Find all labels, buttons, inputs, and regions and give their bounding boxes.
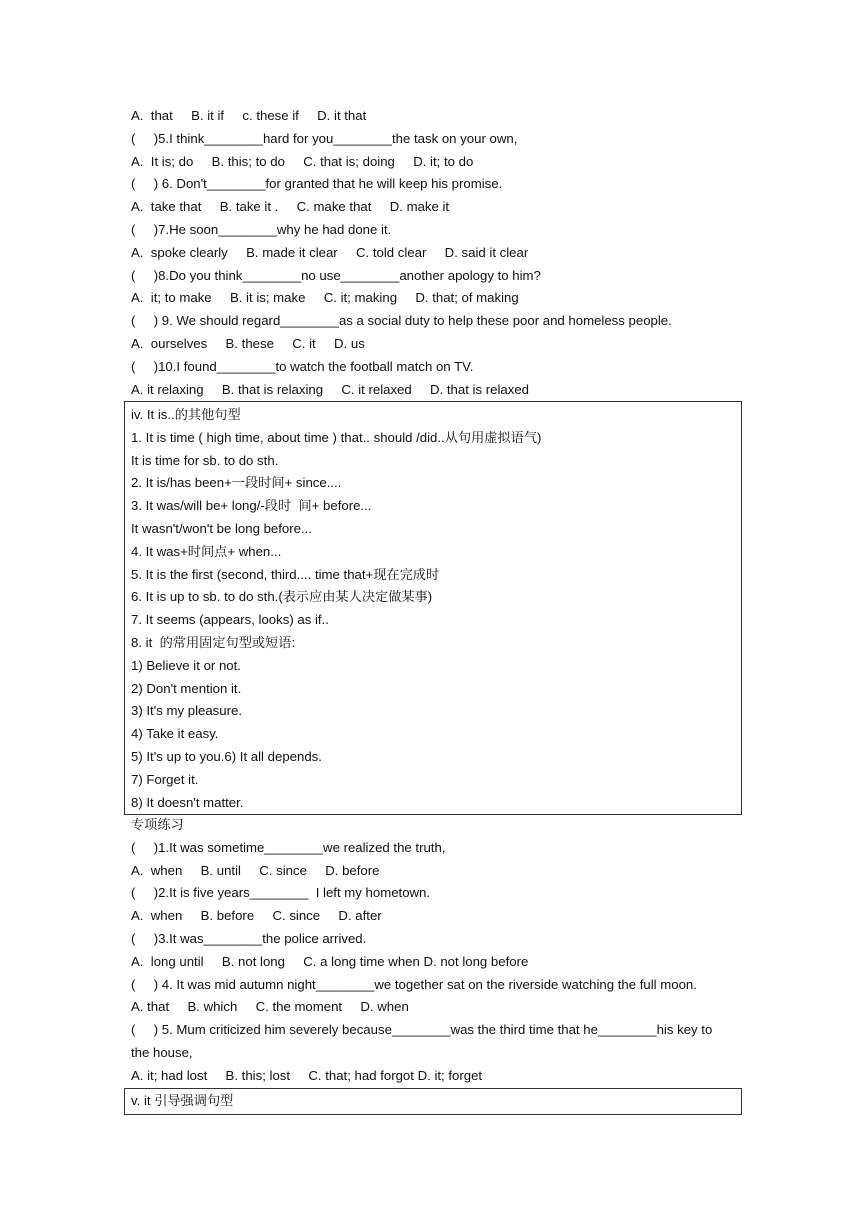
pattern-line: 8) It doesn't matter. (131, 794, 244, 810)
pattern-line: iv. It is..的其他句型 (131, 407, 241, 422)
exercise-line: A. that B. it if c. these if D. it that (131, 108, 367, 123)
exercise-line: A. long until B. not long C. a long time when D. not long before (131, 953, 529, 969)
pattern-line: 3. It was/will be+ long/-段时 间+ before... (131, 498, 372, 514)
exercise-line: ( )10.I found________to watch the football match on TV. (131, 358, 474, 374)
exercise-line: ( )3.It was________the police arrived. (131, 931, 367, 946)
pattern-line: 7. It seems (appears, looks) as if.. (131, 612, 329, 628)
pattern-line: 5. It is the first (second, third.... time that+现在完成时 (131, 566, 440, 582)
exercise-line: A. it; to make B. it is; make C. it; making D. that; of making (131, 290, 519, 306)
box-iv-other-patterns (124, 401, 742, 815)
exercise-line: the house, (131, 1045, 193, 1060)
exercise-line: A. ourselves B. these C. it D. us (131, 336, 365, 351)
pattern-line: It is time for sb. to do sth. (131, 452, 279, 468)
pattern-line: 6. It is up to sb. to do sth.(表示应由某人决定做某事) (131, 589, 433, 605)
exercise-line: 专项练习 (131, 817, 184, 832)
exercise-line: ( )5.I think________hard for you________the task on your own, (131, 130, 518, 146)
pattern-line: 5) It's up to you.6) It all depends. (131, 749, 322, 764)
exercise-line: A. take that B. take it . C. make that D. make it (131, 199, 450, 215)
pattern-line: 2. It is/has been+一段时间+ since.... (131, 475, 342, 491)
exercise-line: ( )7.He soon________why he had done it. (131, 222, 392, 237)
pattern-line: 8. it 的常用固定句型或短语: (131, 635, 296, 650)
box-v-emphasis (124, 1088, 742, 1115)
pattern-line: 7) Forget it. (131, 771, 199, 787)
exercise-line: A. spoke clearly B. made it clear C. told clear D. said it clear (131, 244, 529, 260)
pattern-line: 2) Don't mention it. (131, 680, 242, 696)
exercise-line: ( ) 5. Mum criticized him severely because________was the third time that he________his key to (131, 1022, 713, 1038)
pattern-line: It wasn't/won't be long before... (131, 521, 312, 536)
pattern-line: 1) Believe it or not. (131, 657, 241, 673)
exercise-line: ( )1.It was sometime________we realized the truth, (131, 839, 446, 855)
exercise-line: ( )8.Do you think________no use________another apology to him? (131, 267, 541, 283)
pattern-line: 4) Take it easy. (131, 726, 219, 742)
exercise-line: A. It is; do B. this; to do C. that is; doing D. it; to do (131, 153, 474, 169)
pattern-line: 4. It was+时间点+ when... (131, 543, 282, 559)
pattern-line: 1. It is time ( high time, about time ) that.. should /did..从句用虚拟语气) (131, 429, 542, 445)
exercise-line: A. that B. which C. the moment D. when (131, 999, 409, 1015)
exercise-line: ( )2.It is five years________ I left my hometown. (131, 885, 431, 901)
exercise-line: ( ) 6. Don't________for granted that he will keep his promise. (131, 176, 503, 192)
exercise-line: ( ) 4. It was mid autumn night________we together sat on the riverside watching the full moon. (131, 976, 697, 992)
exercise-line: A. when B. until C. since D. before (131, 862, 380, 878)
exercise-line: ( ) 9. We should regard________as a social duty to help these poor and homeless people. (131, 313, 672, 329)
exercise-line: A. it relaxing B. that is relaxing C. it relaxed D. that is relaxed (131, 381, 529, 397)
box-v-title: v. it 引导强调句型 (131, 1093, 234, 1108)
pattern-line: 3) It's my pleasure. (131, 703, 242, 719)
exercise-line: A. it; had lost B. this; lost C. that; had forgot D. it; forget (131, 1067, 483, 1083)
exercise-line: A. when B. before C. since D. after (131, 908, 382, 924)
